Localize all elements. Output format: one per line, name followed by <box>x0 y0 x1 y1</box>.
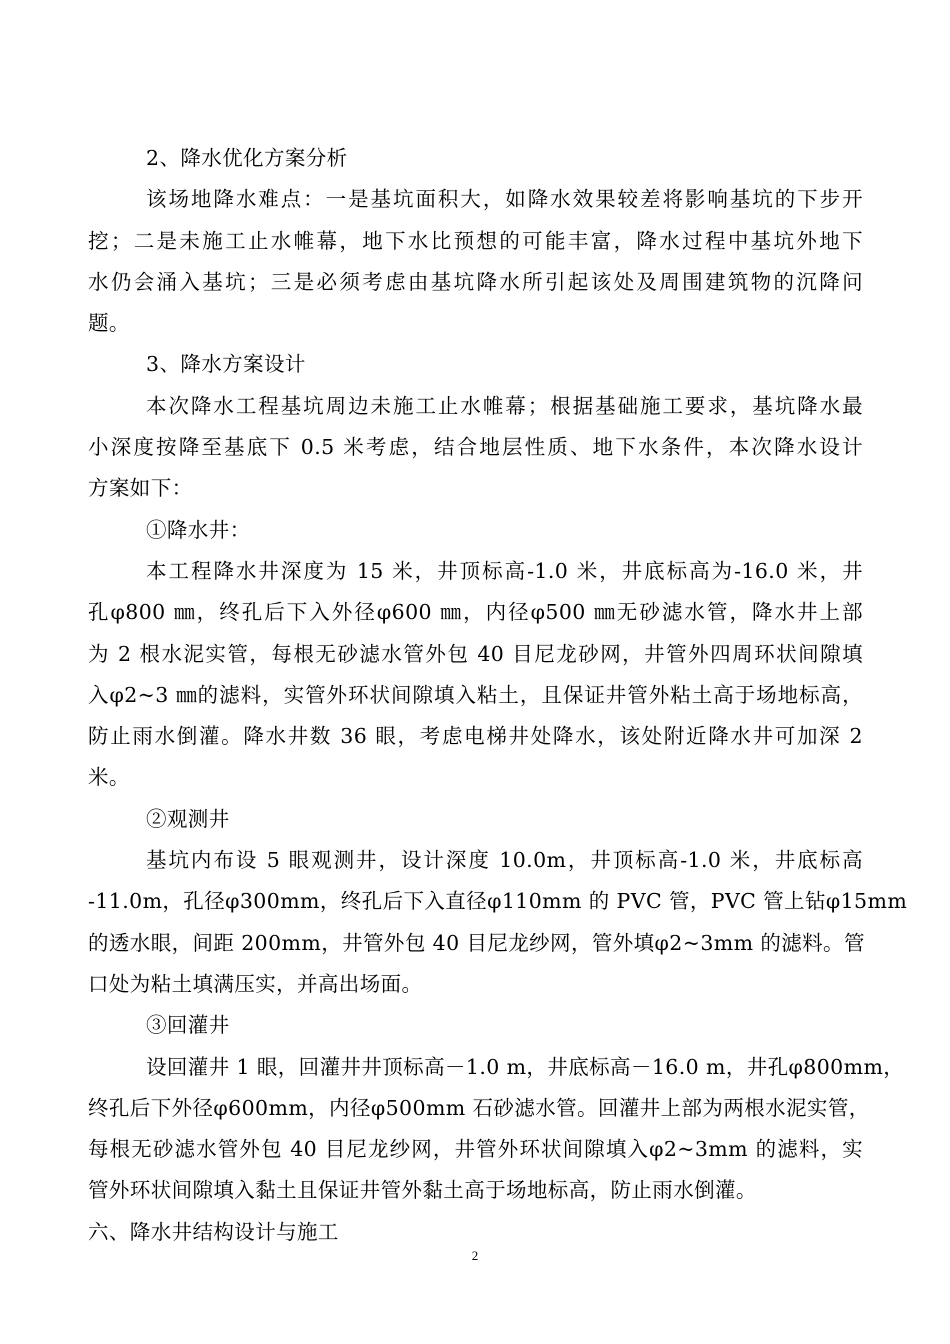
text-line: 每根无砂滤水管外包 40 目尼龙纱网，井管外环状间隙填入φ2~3mm 的滤料，实 <box>88 1137 863 1162</box>
text-line: 小深度按降至基底下 0.5 米考虑，结合地层性质、地下水条件，本次降水设计 <box>88 435 863 460</box>
text-line: 水仍会涌入基坑；三是必须考虑由基坑降水所引起该处及周围建筑物的沉降问 <box>88 269 863 294</box>
text-line: -11.0m，孔径φ300mm，终孔后下入直径φ110mm 的 PVC 管，PVC 管上钻φ15mm <box>88 889 908 914</box>
text-line: 防止雨水倒灌。降水井数 36 眼，考虑电梯井处降水，该处附近降水井可加深 2 <box>88 724 863 749</box>
text-line: 管外环状间隙填入黏土且保证井管外黏土高于场地标高，防止雨水倒灌。 <box>88 1178 757 1203</box>
text-line: 本工程降水井深度为 15 米，井顶标高-1.0 米，井底标高为-16.0 米，井 <box>146 558 863 583</box>
text-line: 米。 <box>88 765 130 790</box>
text-line: 方案如下： <box>88 476 193 501</box>
page-number: 2 <box>471 1248 479 1263</box>
text-line: ①降水井： <box>146 517 251 542</box>
text-line: 的透水眼，间距 200mm，井管外包 40 目尼龙纱网，管外填φ2~3mm 的滤料。管 <box>88 930 865 955</box>
text-line: ②观测井 <box>146 806 230 831</box>
text-line: 挖；二是未施工止水帷幕，地下水比预想的可能丰富，降水过程中基坑外地下 <box>88 228 863 253</box>
text-line: 本次降水工程基坑周边未施工止水帷幕；根据基础施工要求，基坑降水最 <box>146 393 863 418</box>
text-line: 3、降水方案设计 <box>146 352 306 377</box>
text-line: 题。 <box>88 311 130 336</box>
text-line: 该场地降水难点：一是基坑面积大，如降水效果较差将影响基坑的下步开 <box>146 187 863 212</box>
text-line: ③回灌井 <box>146 1013 230 1038</box>
text-line: 入φ2~3 ㎜的滤料，实管外环状间隙填入粘土，且保证井管外粘土高于场地标高， <box>88 682 863 707</box>
document-body <box>88 138 908 1253</box>
text-line: 口处为粘土填满压实，并高出场面。 <box>88 971 423 996</box>
text-line: 六、降水井结构设计与施工 <box>88 1219 339 1244</box>
text-line: 终孔后下外径φ600mm，内径φ500mm 石砂滤水管。回灌井上部为两根水泥实管， <box>88 1095 870 1120</box>
text-line: 为 2 根水泥实管，每根无砂滤水管外包 40 目尼龙砂网，井管外四周环状间隙填 <box>88 641 863 666</box>
text-line: 孔φ800 ㎜，终孔后下入外径φ600 ㎜，内径φ500 ㎜无砂滤水管，降水井上部 <box>88 600 863 625</box>
text-line: 设回灌井 1 眼，回灌井井顶标高－1.0 m，井底标高－16.0 m，井孔φ800mm， <box>146 1054 905 1079</box>
text-line: 基坑内布设 5 眼观测井，设计深度 10.0m，井顶标高-1.0 米，井底标高 <box>146 848 863 873</box>
text-line: 2、降水优化方案分析 <box>146 146 348 170</box>
